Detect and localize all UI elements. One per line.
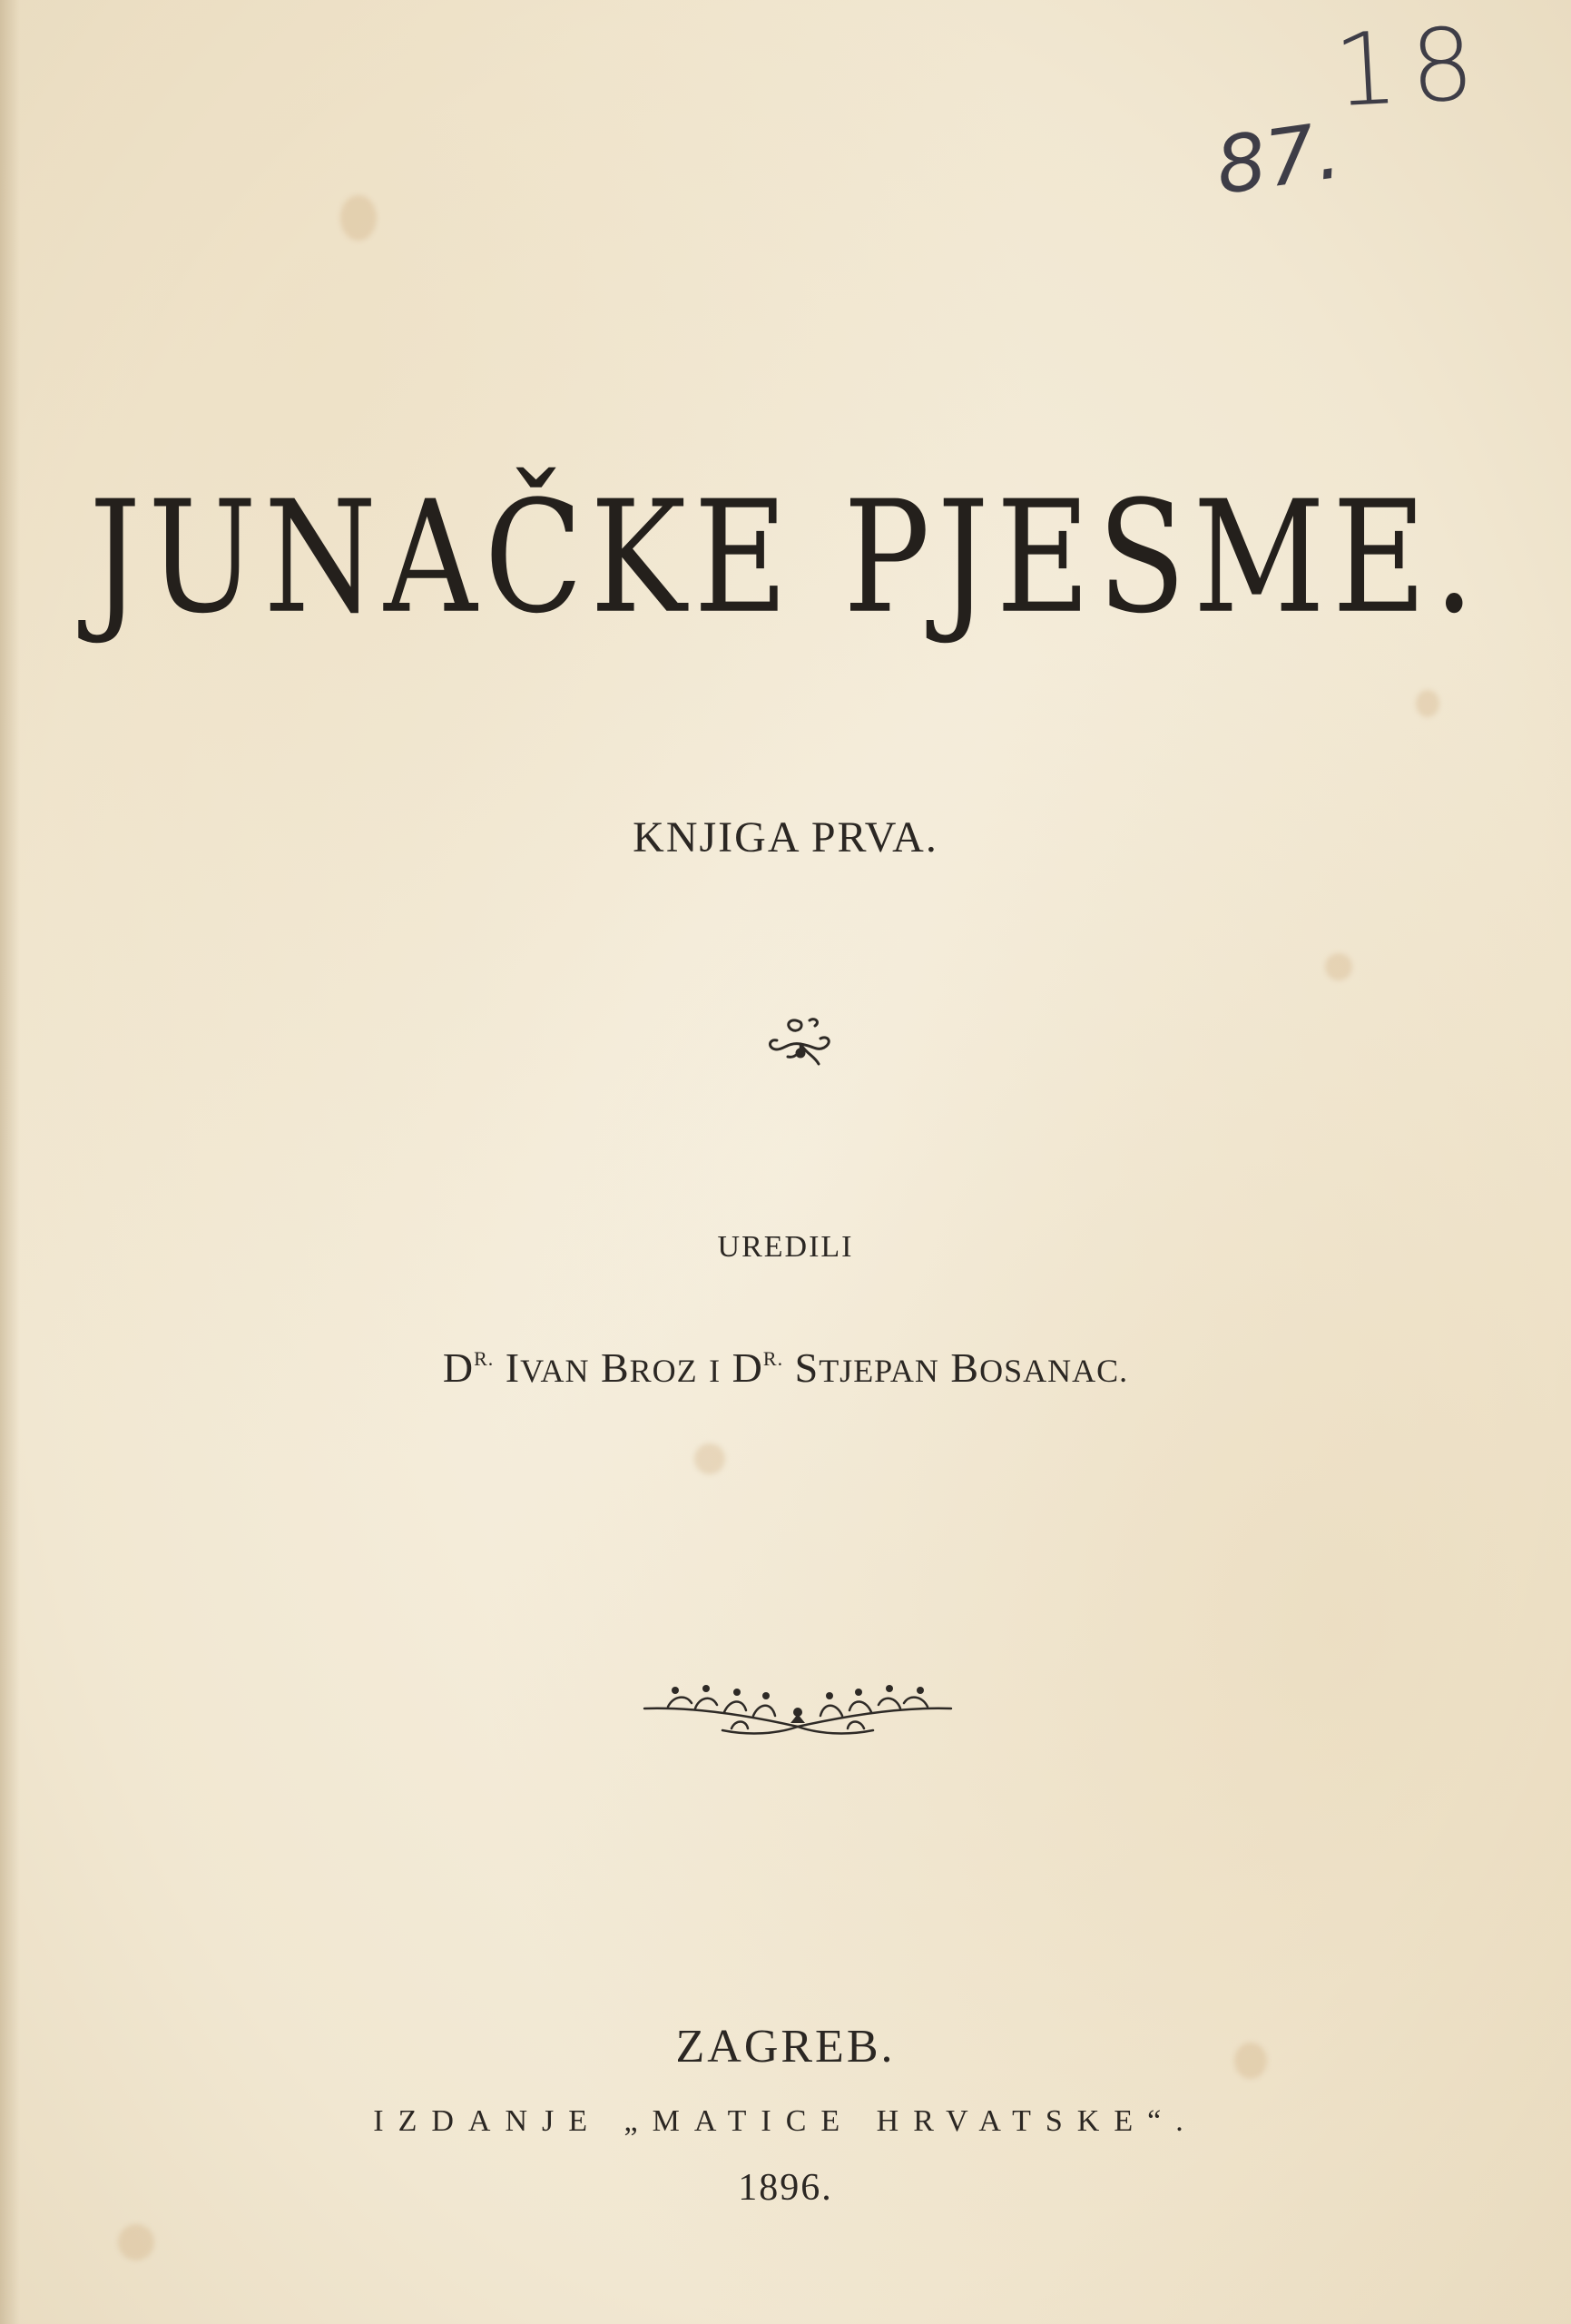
age-spot [1325, 953, 1352, 980]
editor1-title: D [442, 1344, 475, 1391]
edited-by-label: UREDILI [717, 1230, 854, 1264]
handwritten-note-number: 87. [1210, 104, 1347, 213]
editor2-last-initial: B [950, 1344, 980, 1391]
publication-city: ZAGREB. [675, 2021, 896, 2073]
editors-line [0, 1344, 1571, 1392]
editor2-first-rest: TJEPAN [819, 1353, 939, 1389]
editor1-first-initial: I [505, 1344, 521, 1391]
editor2-title: D [731, 1344, 763, 1391]
age-spot [694, 1443, 725, 1474]
editor1-first-rest: VAN [520, 1353, 590, 1389]
editor2-last-rest: OSANAC. [979, 1353, 1129, 1389]
editor1-last-rest: ROZ [629, 1353, 698, 1389]
page-edge-shading [0, 0, 20, 2324]
age-spot [340, 195, 377, 241]
editor2-first-initial: S [794, 1344, 820, 1391]
publisher-line: IZDANJE „MATICE HRVATSKE“. [373, 2104, 1198, 2138]
editor1-last-initial: B [600, 1344, 630, 1391]
editor2-title-sup: R. [762, 1347, 784, 1370]
fleuron-ornament-icon [764, 1015, 837, 1071]
age-spot [1416, 690, 1439, 717]
book-title [0, 468, 1571, 648]
age-spot [118, 2224, 154, 2260]
handwritten-note-top: 18 [1330, 5, 1490, 130]
floral-ornament-icon [641, 1670, 955, 1743]
editors-conjunction: I [709, 1353, 722, 1389]
volume-label: KNJIGA PRVA. [633, 813, 938, 862]
book-title-text: JUNAČKE PJESME. [89, 468, 1482, 648]
editor1-title-sup: R. [474, 1347, 495, 1370]
publication-year: 1896. [738, 2167, 833, 2209]
